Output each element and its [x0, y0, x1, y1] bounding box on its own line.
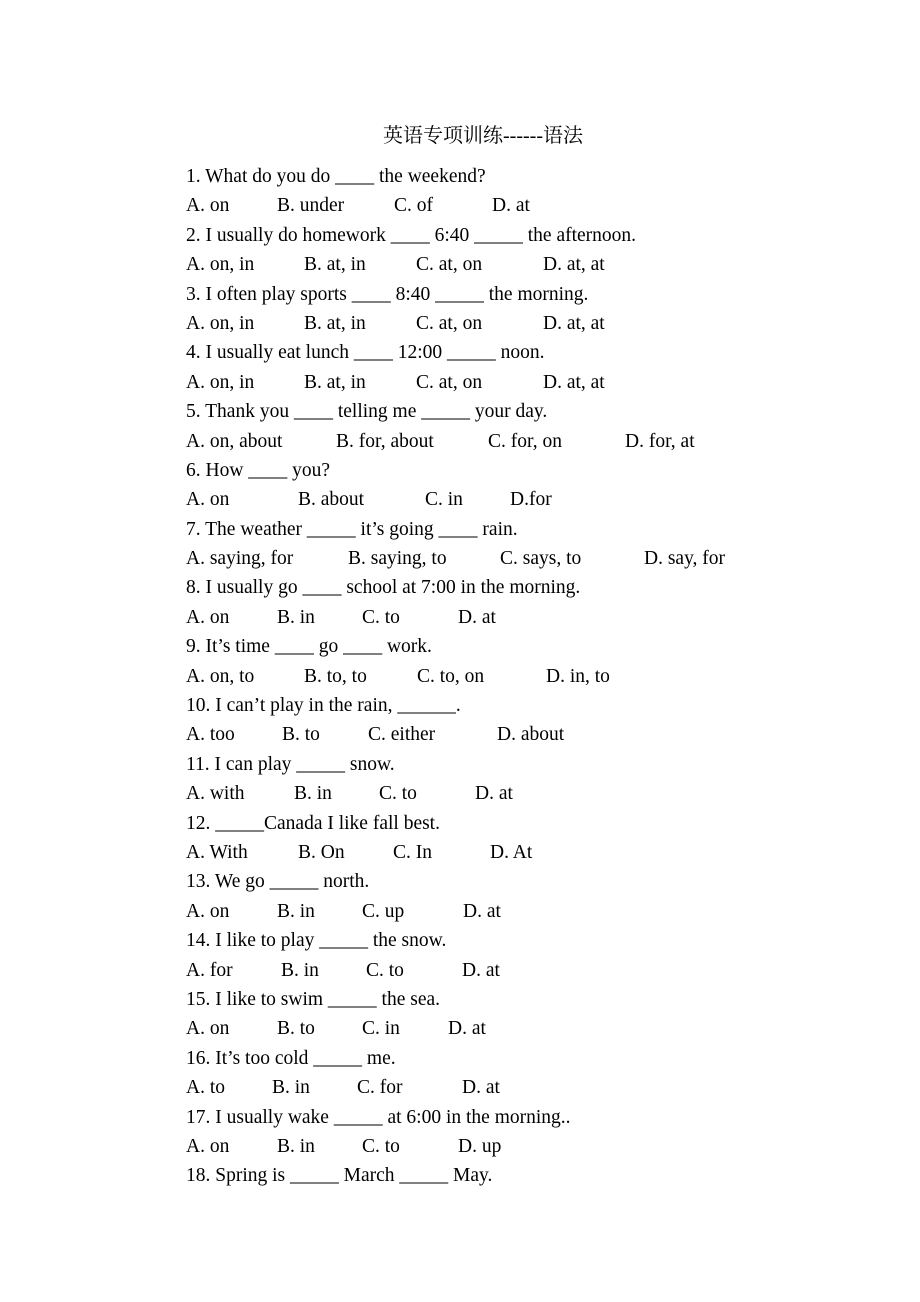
answer-option: D. at	[475, 783, 513, 805]
question-text: 11. I can play _____ snow.	[186, 753, 395, 775]
answer-option: D. about	[497, 724, 565, 746]
answer-option: A. on, in	[186, 254, 255, 276]
answer-option: D. at	[463, 900, 501, 922]
answer-option: B. On	[298, 841, 345, 863]
answer-option: D. for, at	[625, 430, 695, 452]
answer-options	[186, 1073, 826, 1102]
answer-option: D. at	[462, 959, 500, 981]
answer-options	[186, 662, 826, 691]
answer-option: B. in	[277, 1135, 315, 1157]
answer-option: A. With	[186, 841, 248, 863]
answer-options	[186, 838, 826, 867]
question-text: 4. I usually eat lunch ____ 12:00 _____ noon.	[186, 342, 545, 364]
question-text: 6. How ____ you?	[186, 459, 331, 481]
answer-option: C. in	[362, 1018, 400, 1040]
answer-options	[186, 368, 826, 397]
answer-options	[186, 720, 826, 749]
answer-option: D. at	[458, 606, 496, 628]
answer-option: A. on	[186, 900, 230, 922]
answer-option: C. to, on	[417, 665, 485, 687]
answer-option: C. for	[357, 1077, 403, 1099]
answer-option: A. on	[186, 1135, 230, 1157]
answer-options	[186, 1132, 826, 1161]
answer-options	[186, 485, 826, 514]
answer-option: C. says, to	[500, 548, 582, 570]
answer-option: B. in	[294, 783, 332, 805]
answer-option: B. in	[281, 959, 319, 981]
answer-options	[186, 897, 826, 926]
answer-option: B. in	[277, 900, 315, 922]
question-text: 16. It’s too cold _____ me.	[186, 1047, 396, 1069]
answer-option: D. at, at	[543, 254, 605, 276]
answer-option: C. of	[394, 195, 433, 217]
answer-option: A. on, in	[186, 371, 255, 393]
answer-option: A. on, about	[186, 430, 283, 452]
question-text: 5. Thank you ____ telling me _____ your day.	[186, 401, 548, 423]
question-list	[186, 162, 826, 1191]
answer-option: C. to	[362, 606, 400, 628]
answer-option: C. at, on	[416, 312, 483, 334]
answer-option: C. at, on	[416, 371, 483, 393]
answer-option: A. for	[186, 959, 233, 981]
answer-option: A. too	[186, 724, 235, 746]
answer-option: A. saying, for	[186, 548, 294, 570]
question-text: 8. I usually go ____ school at 7:00 in the morning.	[186, 577, 581, 599]
answer-option: D.for	[510, 489, 552, 511]
answer-option: B. at, in	[304, 254, 366, 276]
answer-option: A. on, in	[186, 312, 255, 334]
answer-option: B. about	[298, 489, 365, 511]
answer-options	[186, 191, 826, 220]
question-text: 12. _____Canada I like fall best.	[186, 812, 440, 834]
question-text: 14. I like to play _____ the snow.	[186, 930, 447, 952]
answer-options	[186, 956, 826, 985]
question-text: 18. Spring is _____ March _____ May.	[186, 1165, 493, 1187]
question-text: 1. What do you do ____ the weekend?	[186, 166, 486, 187]
answer-option: C. for, on	[488, 430, 562, 452]
answer-option: A. with	[186, 783, 245, 805]
answer-option: D. say, for	[644, 548, 726, 570]
answer-option: D. in, to	[546, 665, 610, 687]
answer-option: C. up	[362, 900, 405, 922]
answer-option: B. to, to	[304, 665, 367, 687]
answer-option: A. on	[186, 606, 230, 628]
answer-option: B. to	[282, 724, 320, 746]
answer-option: A. on	[186, 489, 230, 511]
question-text: 3. I often play sports ____ 8:40 _____ the morning.	[186, 283, 589, 305]
answer-options	[186, 250, 826, 279]
answer-option: D. at, at	[543, 371, 605, 393]
question-text: 7. The weather _____ it’s going ____ rain.	[186, 518, 518, 540]
answer-option: C. In	[393, 841, 432, 863]
question-text: 9. It’s time ____ go ____ work.	[186, 636, 432, 658]
answer-option: C. to	[362, 1135, 400, 1157]
answer-option: A. on, to	[186, 665, 255, 687]
answer-option: C. to	[366, 959, 404, 981]
answer-options	[186, 427, 826, 456]
answer-option: A. on	[186, 1018, 230, 1040]
answer-option: C. at, on	[416, 254, 483, 276]
answer-option: C. to	[379, 783, 417, 805]
answer-option: B. at, in	[304, 312, 366, 334]
answer-options	[186, 309, 826, 338]
answer-options	[186, 1014, 826, 1043]
question-text: 13. We go _____ north.	[186, 871, 370, 893]
answer-option: C. in	[425, 489, 463, 511]
answer-option: D. at, at	[543, 312, 605, 334]
answer-option: B. under	[277, 195, 345, 217]
answer-option: B. at, in	[304, 371, 366, 393]
question-text: 17. I usually wake _____ at 6:00 in the morning..	[186, 1106, 571, 1128]
answer-option: D. at	[448, 1018, 486, 1040]
answer-option: D. At	[490, 841, 533, 863]
answer-options	[186, 603, 826, 632]
question-text: 10. I can’t play in the rain, ______.	[186, 695, 461, 717]
answer-options	[186, 779, 826, 808]
answer-option: D. up	[458, 1135, 502, 1157]
answer-options	[186, 544, 826, 573]
answer-option: D. at	[462, 1077, 500, 1099]
answer-option: B. to	[277, 1018, 315, 1040]
answer-option: B. saying, to	[348, 548, 447, 570]
answer-option: A. to	[186, 1077, 225, 1099]
question-text: 15. I like to swim _____ the sea.	[186, 988, 441, 1010]
page-title: 英语专项训练------语法	[383, 125, 583, 147]
answer-option: B. in	[272, 1077, 310, 1099]
question-text: 2. I usually do homework ____ 6:40 _____ the afternoon.	[186, 224, 637, 246]
answer-option: B. for, about	[336, 430, 434, 452]
answer-option: D. at	[492, 195, 530, 217]
answer-option: A. on	[186, 195, 230, 217]
answer-option: B. in	[277, 606, 315, 628]
answer-option: C. either	[368, 724, 436, 746]
